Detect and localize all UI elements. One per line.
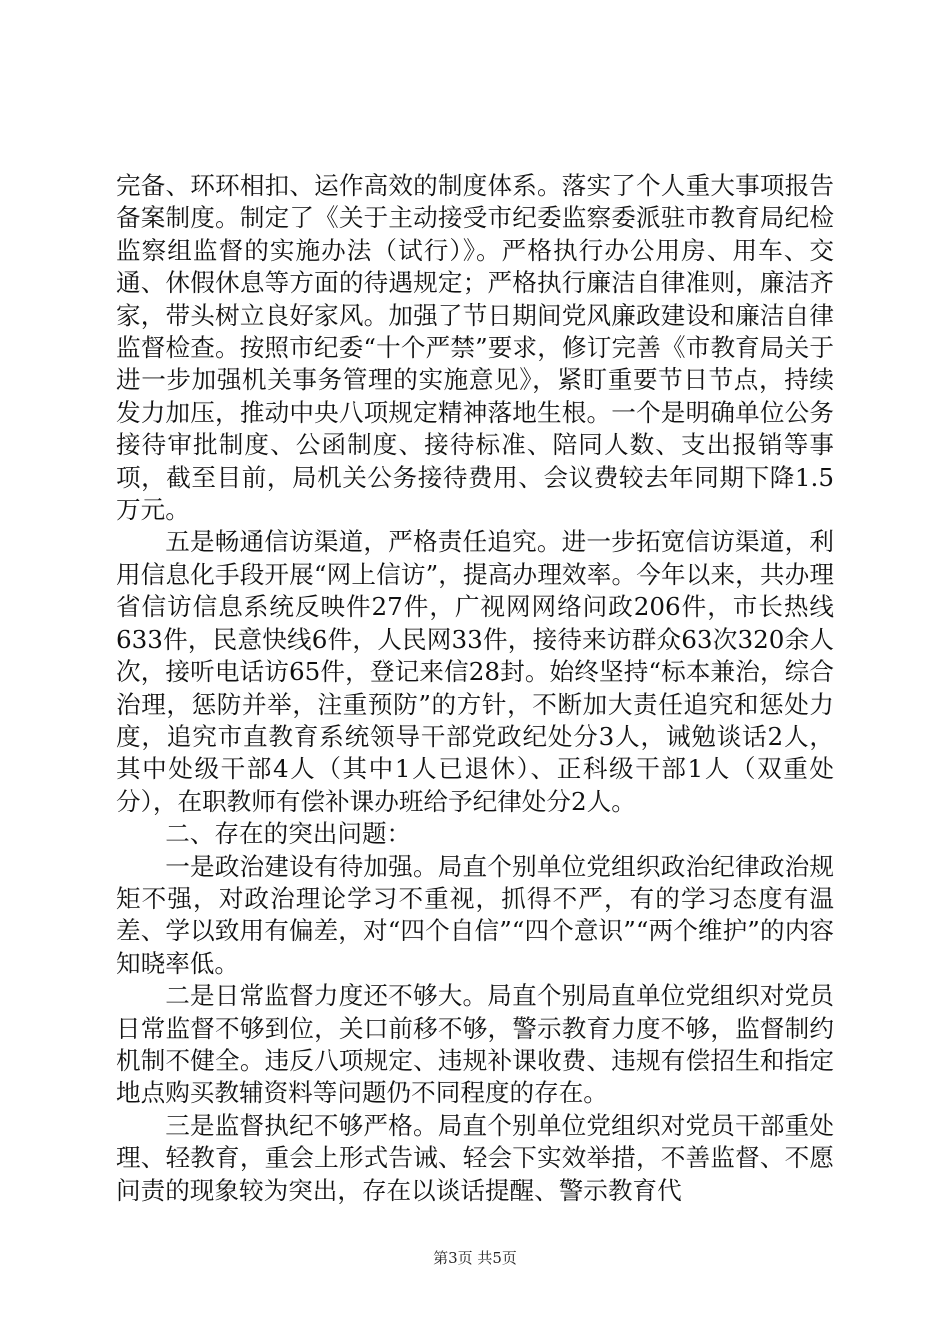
paragraph-continuation: 完备、环环相扣、运作高效的制度体系。落实了个人重大事项报告备案制度。制定了《关于主动接受市纪委监察委派驻市教育局纪检监察组监督的实施办法（试行）》。严格执行办公用房、用车、交通、休假休息等方面的待遇规定；严格执行廉洁自律准则，廉洁齐家，带头树立良好家风。加强了节日期间党风廉政建设和廉洁自律监督检查。按照市纪委“十个严禁”要求，修订完善《市教育局关于进一步加强机关事务管理的实施意见》，紧盯重要节日节点，持续发力加压，推动中央八项规定精神落地生根。一个是明确单位公务接待审批制度、公函制度、接待标准、陪同人数、支出报销等事项，截至目前，局机关公务接待费用、会议费较去年同期下降1.5万元。	[116, 171, 834, 525]
section-heading-problems: 二、存在的突出问题：	[165, 819, 412, 849]
paragraph-petition-channels: 五是畅通信访渠道，严格责任追究。进一步拓宽信访渠道，利用信息化手段开展“网上信访”，提高办理效率。今年以来，共办理省信访信息系统反映件27件，广视网网络问政206件，市长热线633件，民意快线6件，人民网33件，接待来访群众63次320余人次，接听电话访65件，登记来信28封。始终坚持“标本兼治，综合治理，惩防并举，注重预防”的方针，不断加大责任追究和惩处力度，追究市直教育系统领导干部党政纪处分3人，诫勉谈话2人，其中处级干部4人（其中1人已退休）、正科级干部1人（双重处分），在职教师有偿补课办班给予纪律处分2人。	[116, 527, 834, 816]
page-footer: 第3页 共5页	[433, 1249, 517, 1267]
paragraph-political-building: 一是政治建设有待加强。局直个别单位党组织政治纪律政治规矩不强，对政治理论学习不重视，抓得不严，有的学习态度有温差、学以致用有偏差，对“四个自信”“四个意识”“两个维护”的内容知晓率低。	[116, 851, 834, 978]
document-body	[116, 170, 834, 1207]
paragraph-daily-supervision: 二是日常监督力度还不够大。局直个别局直单位党组织对党员日常监督不够到位，关口前移不够，警示教育力度不够，监督制约机制不健全。违反八项规定、违规补课收费、违规有偿招生和指定地点购买教辅资料等问题仍不同程度的存在。	[116, 981, 834, 1108]
paragraph-discipline-enforcement: 三是监督执纪不够严格。局直个别单位党组织对党员干部重处理、轻教育，重会上形式告诫、轻会下实效举措，不善监督、不愿问责的现象较为突出，存在以谈话提醒、警示教育代	[116, 1110, 834, 1205]
